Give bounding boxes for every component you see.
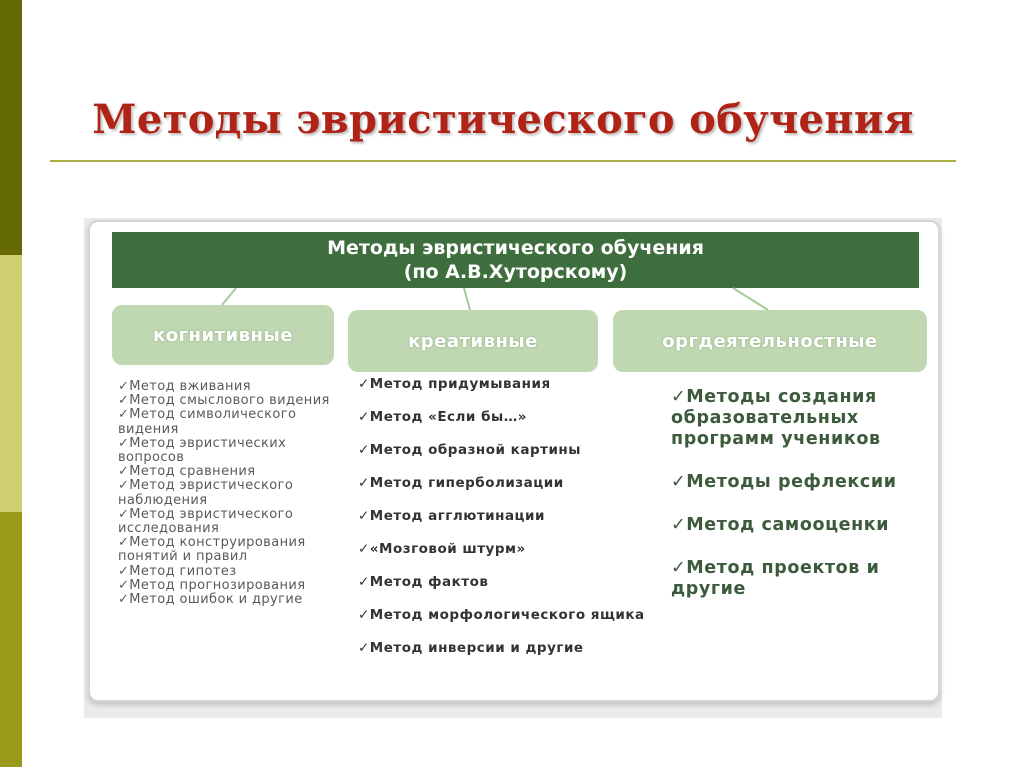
list-item: ✓Методы рефлексии <box>671 472 897 492</box>
diagram-header <box>112 232 919 288</box>
cognitive-methods-list <box>118 380 343 607</box>
sidebar-stripe <box>0 0 22 767</box>
list-item: ✓Метод придумывания <box>358 376 551 392</box>
list-item: ✓Метод эвристического наблюдения <box>118 478 294 508</box>
list-item: ✓Метод ошибок и другие <box>118 592 303 608</box>
category-creative: креативные <box>348 310 598 372</box>
sidebar-segment-top <box>0 0 22 255</box>
list-item: ✓Метод символического видения <box>118 407 297 437</box>
list-item: ✓Метод эвристических вопросов <box>118 435 287 466</box>
list-item: ✓Метод самооценки <box>671 515 890 535</box>
list-item: ✓Метод конструирования понятий и правил <box>118 535 306 565</box>
title-divider <box>50 160 956 162</box>
diagram-header-subtitle: (по А.В.Хуторскому) <box>403 261 628 283</box>
sidebar-segment-bottom <box>0 512 22 767</box>
list-item: ✓Метод инверсии и другие <box>358 640 584 656</box>
list-item: ✓Метод смыслового видения <box>118 393 330 409</box>
list-item: ✓Метод вживания <box>118 379 251 394</box>
slide-title: Методы эвристического обучения <box>92 96 914 143</box>
list-item: ✓Метод фактов <box>358 574 489 590</box>
list-item: ✓«Мозговой штурм» <box>358 541 526 557</box>
category-orgactivity: оргдеятельностные <box>613 310 927 372</box>
list-item: ✓Метод образной картины <box>358 442 581 458</box>
list-item: ✓Метод прогнозирования <box>118 577 306 593</box>
list-item: ✓Метод морфологического ящика <box>358 607 645 623</box>
list-item: ✓Метод сравнения <box>118 464 256 480</box>
list-item: ✓Метод эвристического исследования <box>118 506 294 537</box>
orgactivity-methods-list <box>671 387 931 622</box>
list-item: ✓Метод проектов и другие <box>671 558 880 599</box>
list-item: ✓Метод агглютинации <box>358 508 545 524</box>
category-cognitive: когнитивные <box>112 305 334 365</box>
list-item: ✓Методы создания образовательных программ учеников <box>671 387 881 449</box>
list-item: ✓Метод гиперболизации <box>358 475 564 491</box>
sidebar-segment-middle <box>0 255 22 512</box>
list-item: ✓Метод «Если бы…» <box>358 409 527 425</box>
diagram-header-title: Методы эвристического обучения <box>327 237 704 259</box>
creative-methods-list <box>358 376 648 673</box>
list-item: ✓Метод гипотез <box>118 563 237 579</box>
